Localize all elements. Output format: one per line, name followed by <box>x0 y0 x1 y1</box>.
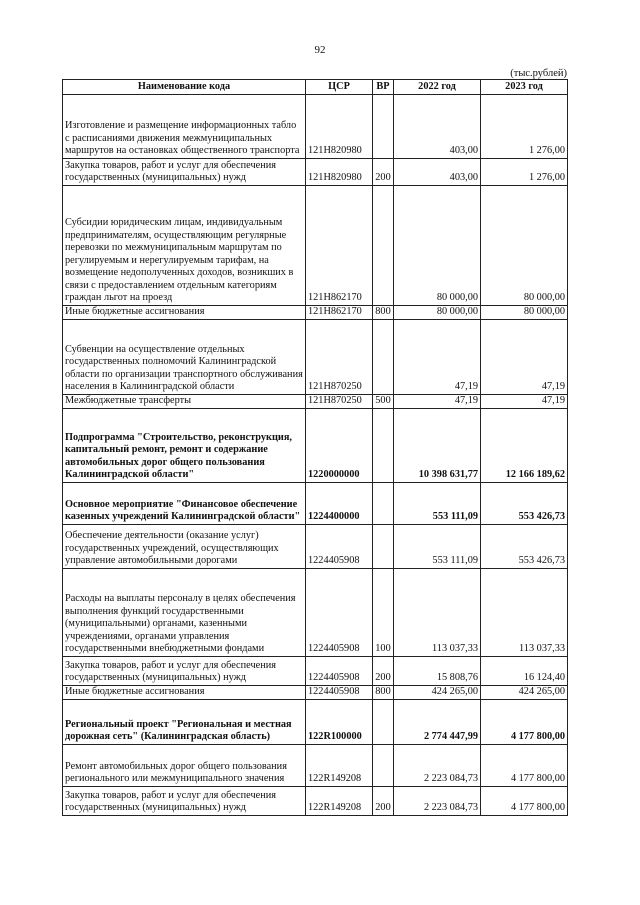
cell-csr: 121Н820980 <box>306 95 373 159</box>
cell-csr: 1224405908 <box>306 657 373 686</box>
cell-2022: 553 111,09 <box>394 525 481 569</box>
table-row <box>63 525 568 569</box>
cell-vr <box>373 483 394 525</box>
header-csr: ЦСР <box>306 80 373 95</box>
table-row <box>63 569 568 657</box>
cell-2023: 553 426,73 <box>481 483 568 525</box>
cell-2022: 2 223 084,73 <box>394 787 481 816</box>
table-row <box>63 745 568 787</box>
table-row <box>63 306 568 320</box>
cell-2022: 553 111,09 <box>394 483 481 525</box>
cell-vr <box>373 745 394 787</box>
header-name: Наименование кода <box>63 80 306 95</box>
table-row <box>63 657 568 686</box>
cell-vr <box>373 95 394 159</box>
cell-vr <box>373 186 394 306</box>
cell-name: Закупка товаров, работ и услуг для обеспечения государственных (муниципальных) нужд <box>63 787 306 816</box>
cell-vr: 800 <box>373 306 394 320</box>
cell-2022: 113 037,33 <box>394 569 481 657</box>
cell-2023: 113 037,33 <box>481 569 568 657</box>
table-row <box>63 395 568 409</box>
cell-2023: 47,19 <box>481 320 568 395</box>
cell-csr: 1224400000 <box>306 483 373 525</box>
cell-2022: 47,19 <box>394 320 481 395</box>
cell-name: Иные бюджетные ассигнования <box>63 686 306 700</box>
cell-name: Иные бюджетные ассигнования <box>63 306 306 320</box>
cell-csr: 122R100000 <box>306 700 373 745</box>
cell-2023: 424 265,00 <box>481 686 568 700</box>
cell-2023: 4 177 800,00 <box>481 745 568 787</box>
cell-name: Основное мероприятие "Финансовое обеспечение казенных учреждений Калининградской области" <box>63 483 306 525</box>
table-row-regional-project <box>63 700 568 745</box>
cell-name: Расходы на выплаты персоналу в целях обеспечения выполнения функций государственными (муниципальными) органами, казенными учреждениями, органами управления государственными внебюджетными фондами <box>63 569 306 657</box>
table-row-subprogram <box>63 409 568 483</box>
cell-csr: 1224405908 <box>306 525 373 569</box>
cell-csr: 121Н862170 <box>306 186 373 306</box>
table-row-main-measure <box>63 483 568 525</box>
cell-2022: 80 000,00 <box>394 306 481 320</box>
header-vr: ВР <box>373 80 394 95</box>
cell-2022: 2 774 447,99 <box>394 700 481 745</box>
cell-2022: 47,19 <box>394 395 481 409</box>
cell-2023: 80 000,00 <box>481 306 568 320</box>
cell-csr: 121Н870250 <box>306 320 373 395</box>
cell-vr: 100 <box>373 569 394 657</box>
cell-2023: 16 124,40 <box>481 657 568 686</box>
cell-vr: 500 <box>373 395 394 409</box>
cell-csr: 122R149208 <box>306 787 373 816</box>
table-row <box>63 159 568 186</box>
cell-name: Закупка товаров, работ и услуг для обеспечения государственных (муниципальных) нужд <box>63 657 306 686</box>
cell-name: Обеспечение деятельности (оказание услуг) государственных учреждений, осуществляющих управление автомобильными дорогами <box>63 525 306 569</box>
cell-csr: 121Н870250 <box>306 395 373 409</box>
cell-2023: 1 276,00 <box>481 159 568 186</box>
cell-2022: 15 808,76 <box>394 657 481 686</box>
cell-2022: 2 223 084,73 <box>394 745 481 787</box>
cell-name: Субвенции на осуществление отдельных государственных полномочий Калининградской области по организации транспортного обслуживания населения в Калининградской области <box>63 320 306 395</box>
cell-csr: 122R149208 <box>306 745 373 787</box>
cell-2023: 4 177 800,00 <box>481 700 568 745</box>
table-row <box>63 686 568 700</box>
cell-vr: 200 <box>373 657 394 686</box>
budget-table <box>62 79 568 816</box>
cell-vr: 800 <box>373 686 394 700</box>
cell-2023: 4 177 800,00 <box>481 787 568 816</box>
cell-csr: 1220000000 <box>306 409 373 483</box>
table-row <box>63 787 568 816</box>
cell-name: Межбюджетные трансферты <box>63 395 306 409</box>
cell-2022: 80 000,00 <box>394 186 481 306</box>
cell-2023: 47,19 <box>481 395 568 409</box>
cell-name: Закупка товаров, работ и услуг для обеспечения государственных (муниципальных) нужд <box>63 159 306 186</box>
cell-2022: 403,00 <box>394 159 481 186</box>
cell-name: Изготовление и размещение информационных табло с расписаниями движения межмуниципальных маршрутов на остановках общественного транспорта <box>63 95 306 159</box>
table-row <box>63 95 568 159</box>
header-2022: 2022 год <box>394 80 481 95</box>
table-row <box>63 186 568 306</box>
cell-2023: 1 276,00 <box>481 95 568 159</box>
cell-2022: 424 265,00 <box>394 686 481 700</box>
cell-csr: 1224405908 <box>306 686 373 700</box>
table-header-row <box>63 80 568 95</box>
cell-vr <box>373 700 394 745</box>
table-row <box>63 320 568 395</box>
cell-name: Ремонт автомобильных дорог общего пользования регионального или межмуниципального значения <box>63 745 306 787</box>
cell-csr: 121Н820980 <box>306 159 373 186</box>
cell-2023: 553 426,73 <box>481 525 568 569</box>
cell-csr: 1224405908 <box>306 569 373 657</box>
units-label: (тыс.рублей) <box>510 68 567 79</box>
cell-2022: 403,00 <box>394 95 481 159</box>
cell-name: Подпрограмма "Строительство, реконструкция, капитальный ремонт, ремонт и содержание автомобильных дорог общего пользования Калининградской области" <box>63 409 306 483</box>
cell-name: Субсидии юридическим лицам, индивидуальным предпринимателям, осуществляющим регулярные перевозки по межмуниципальным маршрутам по регулируемым и нерегулируемым тарифам, на возмещение недополученных доходов, возникших в связи с предоставлением отдельным категориям граждан льгот на проезд <box>63 186 306 306</box>
cell-name: Региональный проект "Региональная и местная дорожная сеть" (Калининградская область) <box>63 700 306 745</box>
cell-2022: 10 398 631,77 <box>394 409 481 483</box>
page-number: 92 <box>314 44 326 56</box>
cell-csr: 121Н862170 <box>306 306 373 320</box>
cell-2023: 12 166 189,62 <box>481 409 568 483</box>
cell-vr: 200 <box>373 159 394 186</box>
header-2023: 2023 год <box>481 80 568 95</box>
cell-vr: 200 <box>373 787 394 816</box>
cell-vr <box>373 320 394 395</box>
cell-2023: 80 000,00 <box>481 186 568 306</box>
cell-vr <box>373 409 394 483</box>
cell-vr <box>373 525 394 569</box>
